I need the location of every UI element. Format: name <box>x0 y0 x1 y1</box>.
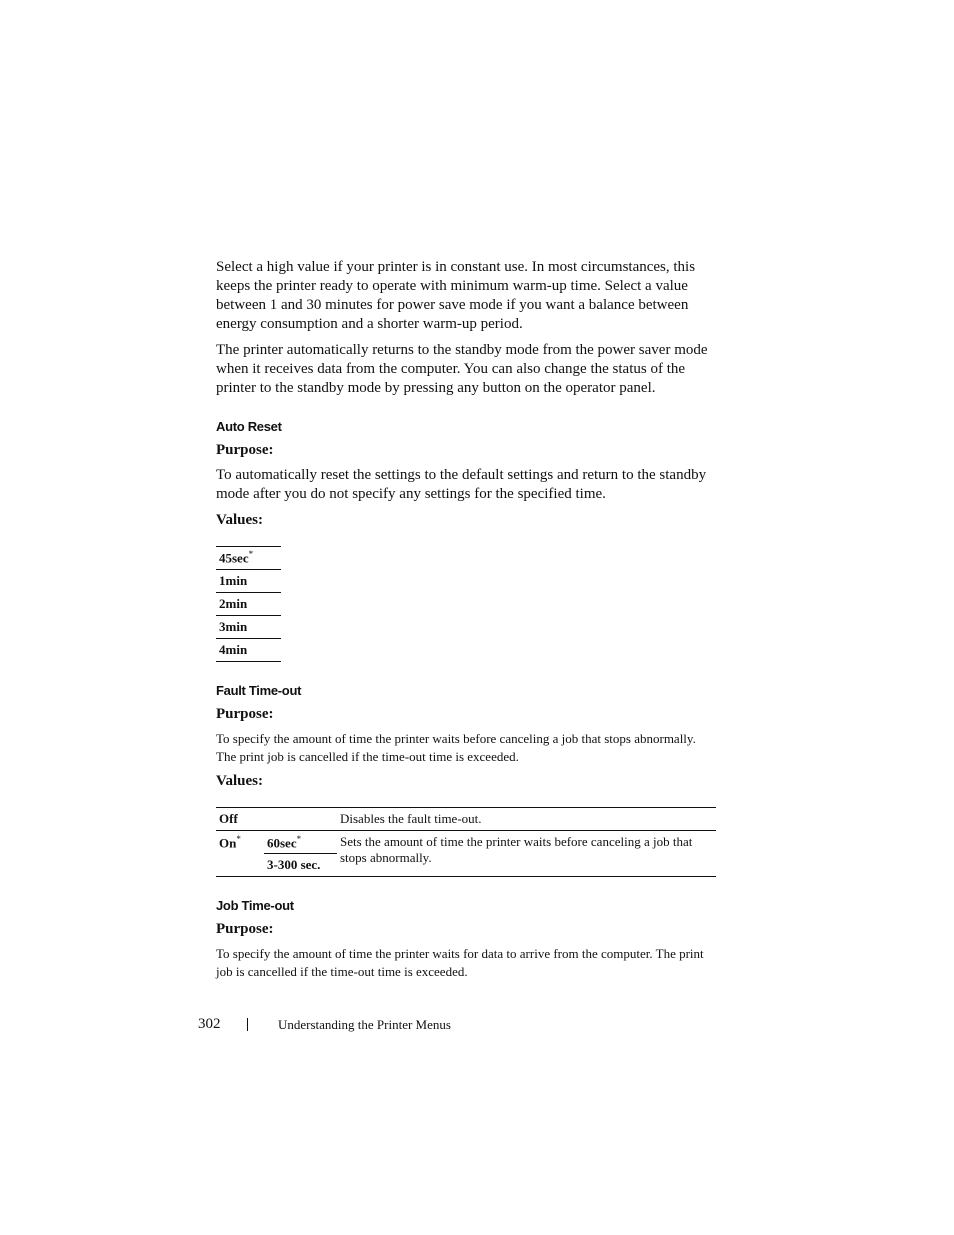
on-value-cell: On* <box>216 831 264 877</box>
auto-reset-purpose-label: Purpose: <box>216 442 274 458</box>
auto-reset-heading: Auto Reset <box>216 419 282 434</box>
intro-paragraph-1: Select a high value if your printer is in constant use. In most circumstances, this keeps the printer ready to operate with minimum warm-up time. Select a value between 1 and 30 minutes for power save mode if you want a balance between energy consumption and a shorter warm-up period. <box>216 259 696 332</box>
table-row <box>216 616 281 639</box>
fault-timeout-heading: Fault Time-out <box>216 683 302 698</box>
footer-section-title: Understanding the Printer Menus <box>278 1017 451 1032</box>
on-default-value-cell: 60sec* <box>264 831 337 854</box>
value-cell: 1min <box>216 570 281 593</box>
off-description-cell: Disables the fault time-out. <box>337 808 716 831</box>
table-row <box>216 570 281 593</box>
job-timeout-heading: Job Time-out <box>216 898 294 914</box>
fault-timeout-values-table <box>216 807 716 877</box>
table-row <box>216 831 716 854</box>
value-cell: 4min <box>216 639 281 662</box>
page-content <box>216 258 716 987</box>
on-description-cell: Sets the amount of time the printer waits before canceling a job that stops abnormally. <box>337 831 716 877</box>
intro-paragraph-2: The printer automatically returns to the standby mode from the power saver mode when it receives data from the computer. You can also change the status of the printer to the standby mode by pressing any button on the operator panel. <box>216 342 708 396</box>
on-range-cell: 3-300 sec. <box>264 854 337 877</box>
value-cell: 45sec* <box>216 547 281 570</box>
value-cell: 3min <box>216 616 281 639</box>
auto-reset-values-label: Values: <box>216 512 263 528</box>
fault-timeout-purpose-text: To specify the amount of time the printer waits before canceling a job that stops abnormally. The print job is cancelled if the time-out time is exceeded. <box>216 731 696 764</box>
auto-reset-purpose-text: To automatically reset the settings to the default settings and return to the standby mode after you do not specify any settings for the specified time. <box>216 467 707 502</box>
off-value-cell: Off <box>216 808 337 831</box>
table-row <box>216 593 281 616</box>
fault-timeout-values-label: Values: <box>216 773 263 789</box>
value-cell: 2min <box>216 593 281 616</box>
table-row <box>216 808 716 831</box>
job-timeout-purpose-text: To specify the amount of time the printer waits for data to arrive from the computer. The print job is cancelled if the time-out time is exceeded. <box>216 946 704 980</box>
fault-timeout-purpose-label: Purpose: <box>216 706 274 722</box>
page-number: 302 <box>198 1016 221 1032</box>
footer-divider <box>247 1018 248 1031</box>
auto-reset-values-table <box>216 546 281 662</box>
table-row <box>216 547 281 570</box>
job-timeout-purpose-label: Purpose: <box>216 921 274 938</box>
table-row <box>216 639 281 662</box>
